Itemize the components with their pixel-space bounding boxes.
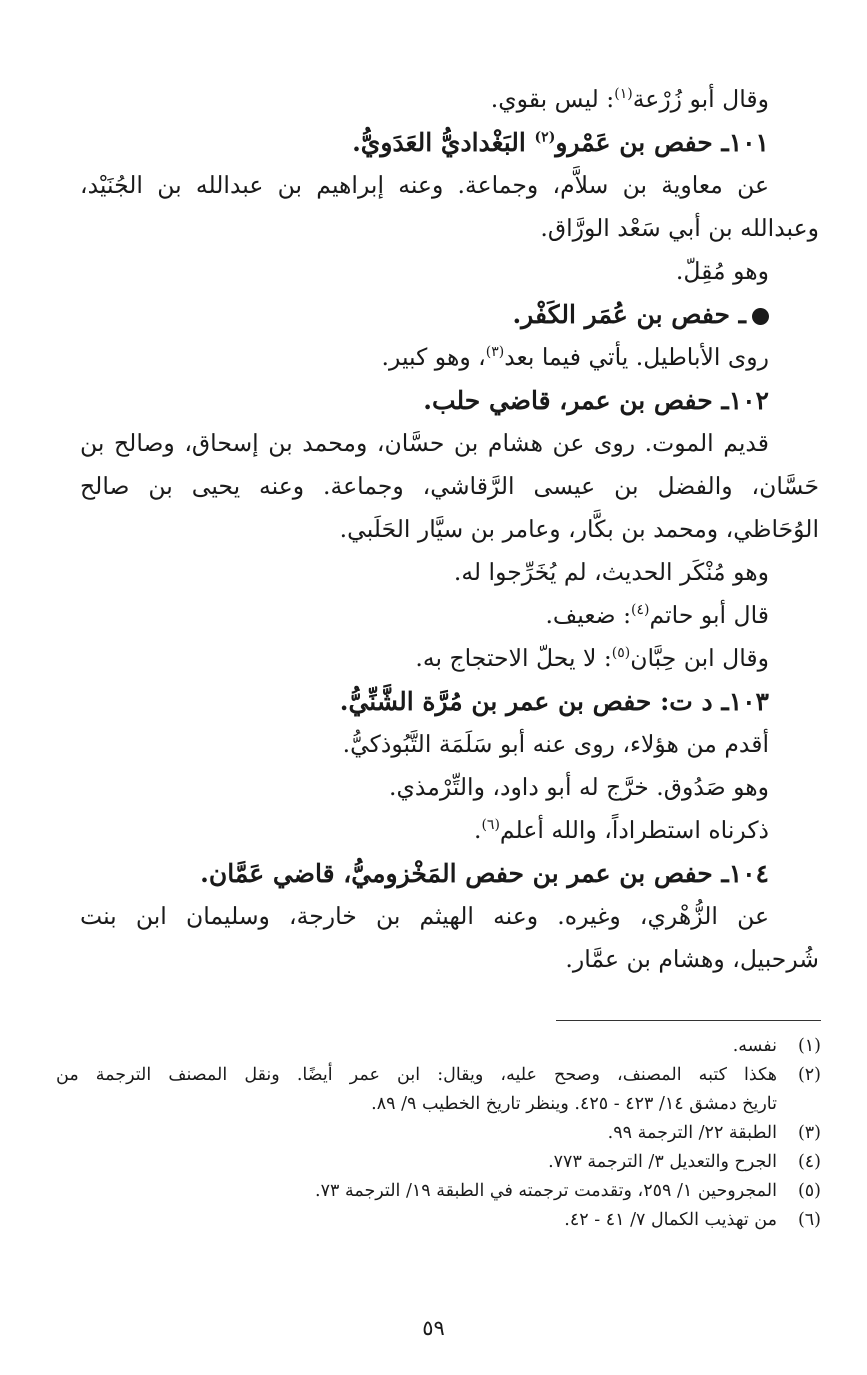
text-line: وهو صَدُوق. خرَّج له أبو داود، والتِّرْمذي. [389, 773, 769, 801]
footnote-number: (٢) [797, 1065, 821, 1085]
footnote-4 [56, 1148, 821, 1177]
footnote-number: (١) [797, 1036, 821, 1056]
footnote-ref[interactable]: (٦) [481, 817, 500, 834]
text-line: عن الزُّهْري، وغيره. وعنه الهيثم بن خارجة، وسليمان ابن بنت [80, 902, 769, 930]
text-line: الوُحَاظي، ومحمد بن بكَّار، وعامر بن سيَّار الحَلَبي. [339, 515, 819, 543]
footnote-2 [56, 1061, 821, 1119]
footnote-text: نفسه. [732, 1036, 777, 1056]
text-line: وهو مُنْكَر الحديث، لم يُخَرِّجوا له. [453, 558, 769, 586]
footnote-number: (٤) [797, 1152, 821, 1172]
footnote-1 [56, 1032, 821, 1061]
text-line: أقدم من هؤلاء، روى عنه أبو سَلَمَة التَّبُوذكيُّ. [342, 730, 769, 758]
footnote-ref[interactable]: (٢) [534, 129, 556, 146]
footnote-text: الطبقة ٢٢/ الترجمة ٩٩. [607, 1123, 777, 1143]
text-line: روى الأباطيل. يأتي فيما بعد$^{(٣)}$، وهو كبير. [381, 343, 769, 371]
footnote-divider [556, 1020, 821, 1021]
text-line: شُرحبيل، وهشام بن عمَّار. [565, 945, 819, 973]
footnote-number: (٣) [797, 1123, 821, 1143]
footnote-text: المجروحين ١/ ٢٥٩، وتقدمت ترجمته في الطبقة ١٩/ الترجمة ٧٣. [315, 1181, 777, 1201]
text-line: وهو مُقِلّ. [675, 257, 769, 285]
text-line: عن معاوية بن سلاَّم، وجماعة. وعنه إبراهيم بن عبدالله بن الجُنَيْد، [80, 171, 769, 199]
footnotes [56, 1032, 821, 1235]
text-line: حَسَّان، والفضل بن عيسى الرَّقاشي، وجماعة. وعنه يحيى بن صالح [80, 472, 819, 500]
entry-heading-102: ١٠٢ـ حفص بن عمر، قاضي حلب. [423, 386, 769, 415]
entry-heading-103: ١٠٣ـ د ت: حفص بن عمر بن مُرَّة الشَّنِّيُّ. [339, 687, 769, 716]
footnote-6 [56, 1206, 821, 1235]
footnote-line: هكذا كتبه المصنف، وصحح عليه، ويقال: ابن عمر أيضًا. ونقل المصنف الترجمة من [56, 1065, 777, 1085]
text-line: وقال أبو زُرْعة$^{(١)}$: ليس بقوي. [490, 85, 769, 113]
text-line: قديم الموت. روى عن هشام بن حسَّان، ومحمد بن إسحاق، وصالح بن [80, 429, 769, 457]
footnote-text [56, 1061, 777, 1119]
footnote-ref[interactable]: (٣) [485, 344, 505, 361]
text-line: قال أبو حاتم$^{(٤)}$: ضعيف. [545, 601, 769, 629]
footnote-3 [56, 1119, 821, 1148]
footnote-line: تاريخ دمشق ١٤/ ٤٢٣ - ٤٢٥. وينظر تاريخ الخطيب ٩/ ٨٩. [371, 1094, 777, 1114]
text-line: وقال ابن حِبَّان$^{(٥)}$: لا يحلّ الاحتجاج به. [415, 644, 769, 672]
page-number: ٥٩ [422, 1316, 445, 1340]
entry-heading-bullet: ـ حفص بن عُمَر الكَفْر. [80, 293, 819, 336]
footnote-number: (٦) [797, 1210, 821, 1230]
footnote-ref[interactable]: (٤) [631, 602, 650, 619]
text-line: وعبدالله بن أبي سَعْد الورَّاق. [540, 214, 819, 242]
entry-heading-104: ١٠٤ـ حفص بن عمر بن حفص المَخْزوميُّ، قاضي عَمَّان. [200, 859, 769, 888]
bullet-icon [752, 308, 769, 325]
footnote-number: (٥) [797, 1181, 821, 1201]
footnote-text: من تهذيب الكمال ٧/ ٤١ - ٤٢. [564, 1210, 777, 1230]
footnote-ref[interactable]: (١) [614, 86, 633, 103]
entry-heading-101: ١٠١ـ حفص بن عَمْرو$^{(٢)}$ البَغْداديُّ العَدَويُّ. [352, 128, 769, 157]
footnote-text: الجرح والتعديل ٣/ الترجمة ٧٧٣. [548, 1152, 777, 1172]
footnote-5 [56, 1177, 821, 1206]
text-line: ذكرناه استطراداً، والله أعلم$^{(٦)}$. [473, 816, 769, 844]
footnote-ref[interactable]: (٥) [611, 645, 631, 662]
